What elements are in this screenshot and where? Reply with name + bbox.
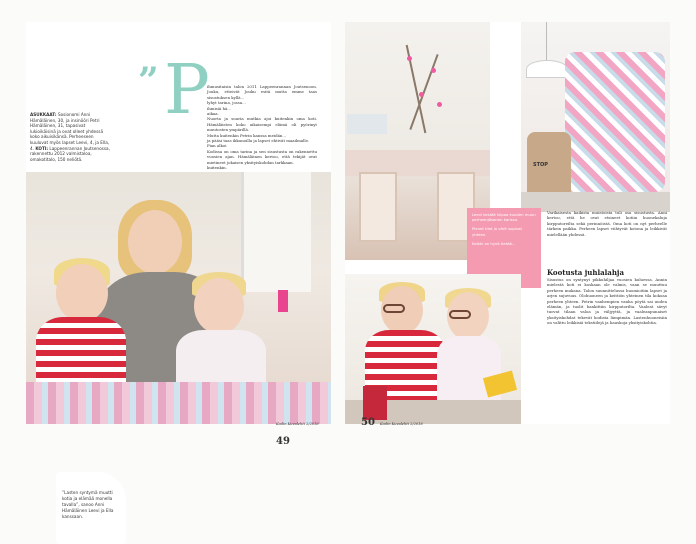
pink-candle [278, 290, 288, 312]
paragraph: Pian alkoi [207, 143, 227, 149]
paragraph: Nuorta ja suuria mutkia ajoi kuitenkin oma koti. Hämäläisten koko aikaisempi elämä oli pyörinyt muutosten ympärillä. [207, 116, 317, 133]
residents-info-box [30, 112, 110, 162]
pink-egg-ornament [419, 92, 424, 97]
decor-branch [409, 54, 438, 130]
paragraph: kuitenkin. [207, 165, 227, 171]
toy-glasses [449, 310, 471, 319]
home-label: KOTI: [35, 145, 49, 151]
paragraph: lyhyt tarina, jossa... [207, 100, 246, 106]
right-folio [361, 410, 423, 429]
pink-egg-ornament [431, 68, 436, 73]
mother-face [128, 210, 182, 274]
dropcap-letter: P [164, 51, 210, 130]
paragraph: Mutta kuitenkin Petrin kanssa meidän... [207, 132, 287, 138]
subheading: Kootusta juhlalahja [547, 268, 624, 277]
paragraph: aikaa. [207, 111, 219, 117]
dining-chair [359, 172, 397, 242]
toy-glasses [383, 304, 405, 313]
floor [521, 192, 670, 212]
caption-line: Kaikki on hyvä tietää... [472, 240, 516, 246]
quote-mark: ” [138, 60, 159, 102]
caption-line: Pienet tilat ja värit sopivat yhteen. [472, 226, 522, 237]
left-folio [276, 410, 331, 448]
photo-caption: ”Lasten syntymä muutti kotia ja elämää monella tavalla”, sanoo Anni Hämäläinen Leevi ja Ella kanssaan. [56, 472, 126, 544]
lamp-cord [546, 22, 547, 62]
girl-face [194, 278, 244, 334]
page-number: 49 [276, 436, 290, 447]
pink-egg-ornament [407, 56, 412, 61]
paragraph: Kodissa on oma tarina ja sen sisustusta on rakennettu vuosien ajan. Hämäläinen kertoo, että tekijät ovat mietineet jokaisen yksityiskohdan tarkkaan. [207, 148, 317, 165]
pink-egg-ornament [437, 102, 442, 107]
right-body-main-text: Sisustus on syntynyt pikkuhiljaa vuosien kuluessa. Annin mielestä koti ei koskaan ole valmis, vaan se muuttuu perheen mukana. Talon suunnittelussa huomioitiin lapset ja arjen sujuvuus. Olohuoneen ja keittiön yhteinen tila kokoaa perheen yhteen. Petrin vanhempien vanha pöytä sai uuden elämän, ja tuolit hankittiin kirpputorilta. Vaaleat sävyt tuovat tilaan valoa ja väljyyttä, ja vaaleanpunaiset yksityiskohdat tekevät kodista lämpimän. Lastenhuoneisiin on valittu leikkisiä tekstiilejä ja hauskoja yksityiskohtia. [547, 277, 667, 326]
bag-label: STOP [533, 162, 548, 168]
pendant-lamp [526, 60, 568, 78]
kids-glasses-photo [345, 274, 521, 424]
residents-text: Sosionomi Anni Hämäläinen, 30, ja insinööri Petri Hämäläinen, 31, tapasivat lukioikäisinä ja ovat olleet yhdessä koko aikuisikänsä. Perheeseen kuuluvat myös lapset Leevi, 4, ja Ella, 4. [30, 112, 110, 151]
window [241, 172, 311, 292]
left-page [26, 22, 331, 519]
folio-magazine: Kodin Kuvalehti 2/2016 [276, 422, 319, 426]
boy-face [56, 264, 108, 322]
paragraph: ja pääsi taas ikkunoilla ja lapset ehtivät maailmalle. [207, 138, 310, 144]
folio-magazine: Kodin Kuvalehti 2/2016 [380, 422, 423, 426]
paragraph: ihmisiä hä... [207, 105, 232, 111]
right-body-top-text: Varikaisesta kaikista muistoista tuli osa sisustusta. Anni kertoo, että he ovat etsineet kotiin huonekaluja kirpputoreilta sekä perinnöistä. Oma koti on nyt perheelle tärkein paikka. Perheen lapset viihtyvät kotona ja leikkivät mielellään yhdessä. [547, 210, 667, 237]
page-number: 50 [361, 417, 375, 428]
home-text: Lappeenrannan Joutsenossa, rakennettu 2012 valmistaloa, omakotitalo, 150 neliötä. [30, 145, 110, 162]
caption-line: Leevi kestää kilpaa kuuden muun perheenjäsenen kanssa. [472, 212, 536, 223]
basket-photo [521, 22, 670, 212]
wall-shelf [347, 114, 387, 134]
wire-basket-with-fabrics [565, 52, 665, 192]
right-page [345, 22, 670, 428]
residents-label: ASUKKAAT: [30, 112, 57, 117]
paragraph: ihmusitaisin talon 2011 Lappeenrannan Joutsenoon. Jouku, etteivät Jouku esitä mutta emme taas sisustuksen kyllä... [207, 84, 317, 100]
